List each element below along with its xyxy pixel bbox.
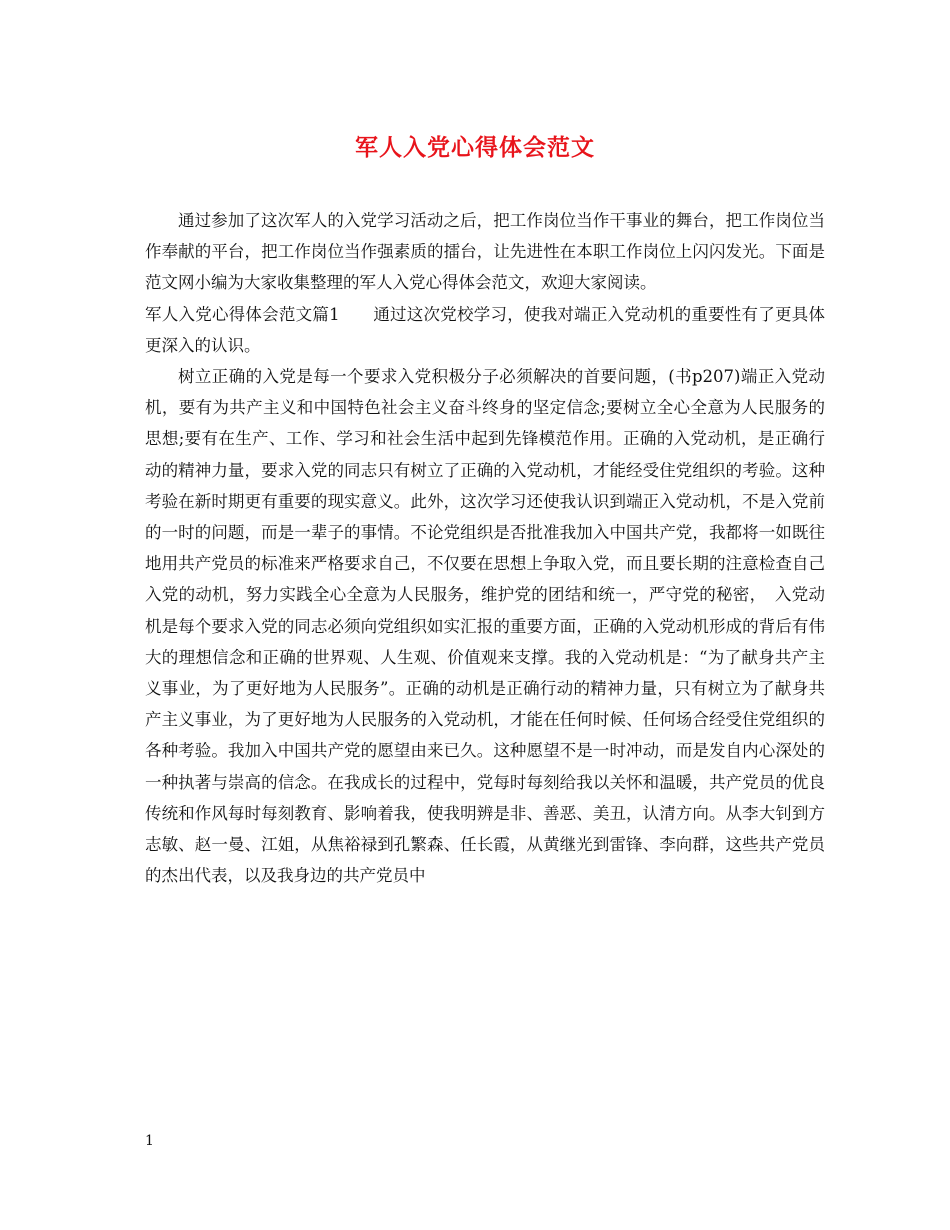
document-title: 军人入党心得体会范文 (355, 134, 595, 161)
page-number: 1 (145, 1133, 154, 1149)
intro-paragraph: 通过参加了这次军人的入党学习活动之后，把工作岗位当作干事业的舞台，把工作岗位当作奉献的平台，把工作岗位当作强素质的擂台，让先进性在本职工作岗位上闪闪发光。下面是范文网小编为大家收集整理的军人入党心得体会范文，欢迎大家阅读。 (145, 211, 825, 293)
section-heading-paragraph: 军人入党心得体会范文篇1 通过这次党校学习，使我对端正入党动机的重要性有了更具体更深入的认识。 (145, 304, 825, 355)
main-paragraph: 树立正确的入党是每一个要求入党积极分子必须解决的首要问题，(书p207)端正入党动机，要有为共产主义和中国特色社会主义奋斗终身的坚定信念;要树立全心全意为人民服务的思想;要有在生产、工作、学习和社会生活中起到先锋模范作用。正确的入党动机，是正确行动的精神力量，要求入党的同志只有树立了正确的入党动机，才能经受住党组织的考验。这种考验在新时期更有重要的现实意义。此外，这次学习还使我认识到端正入党动机，不是入党前的一时的问题，而是一辈子的事情。不论党组织是否批准我加入中国共产党，我都将一如既往地用共产党员的标准来严格要求自己，不仅要在思想上争取入党，而且要长期的注意检查自己入党的动机，努力实践全心全意为人民服务，维护党的团结和统一，严守党的秘密， 入党动机是每个要求入党的同志必须向党组织如实汇报的重要方面，正确的入党动机形成的背后有伟大的理想信念和正确的世界观、人生观、价值观来支撑。我的入党动机是：“为了献身共产主义事业，为了更好地为人民服务”。正确的动机是正确行动的精神力量，只有树立为了献身共产主义事业，为了更好地为人民服务的入党动机，才能在任何时候、任何场合经受住党组织的各种考验。我加入中国共产党的愿望由来已久。这种愿望不是一时冲动，而是发自内心深处的一种执著与崇高的信念。在我成长的过程中，党每时每刻给我以关怀和温暖，共产党员的优良传统和作风每时每刻教育、影响着我，使我明辨是非、善恶、美丑，认清方向。从李大钊到方志敏、赵一曼、江姐，从焦裕禄到孔繁森、任长霞，从黄继光到雷锋、李向群，这些共产党员的杰出代表，以及我身边的共产党员中 (145, 367, 825, 886)
document-body (145, 205, 825, 891)
